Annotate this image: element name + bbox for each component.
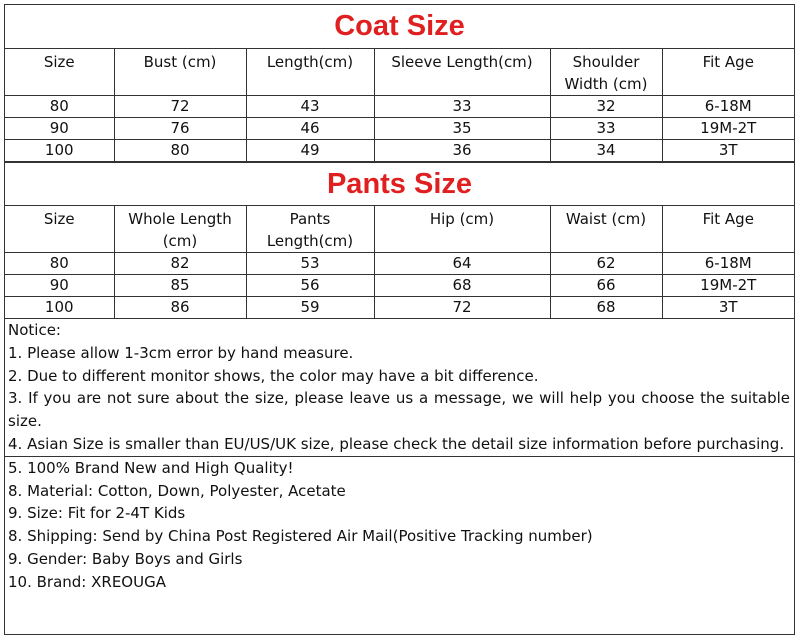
table-cell: 100 — [5, 297, 114, 319]
table-cell: 19M-2T — [662, 118, 794, 140]
product-details-section — [5, 456, 794, 594]
table-cell: 85 — [114, 275, 246, 297]
detail-item: 9. Size: Fit for 2-4T Kids — [8, 504, 186, 523]
table-cell: 19M-2T — [662, 275, 794, 297]
table-cell: 72 — [114, 96, 246, 118]
table-cell: 3T — [662, 297, 794, 319]
column-header: Whole Length (cm) — [114, 206, 246, 253]
table-cell: 76 — [114, 118, 246, 140]
table-cell: 80 — [5, 96, 114, 118]
column-header: Pants Length(cm) — [246, 206, 374, 253]
table-cell: 68 — [550, 297, 662, 319]
table-cell: 3T — [662, 140, 794, 162]
notice-item: 1. Please allow 1-3cm error by hand measure. — [8, 343, 354, 362]
column-header: Size — [5, 49, 114, 96]
table-cell: 80 — [114, 140, 246, 162]
table-row — [5, 140, 794, 162]
table-cell: 49 — [246, 140, 374, 162]
table-cell: 64 — [374, 253, 550, 275]
notice-heading: Notice: — [8, 321, 61, 339]
notice-item: 3. If you are not sure about the size, please leave us a message, we will help you choose the suitable size. — [8, 389, 790, 431]
table-cell: 59 — [246, 297, 374, 319]
table-cell: 86 — [114, 297, 246, 319]
table-cell: 32 — [550, 96, 662, 118]
column-header: Fit Age — [662, 49, 794, 96]
table-cell: 33 — [550, 118, 662, 140]
table-cell: 90 — [5, 118, 114, 140]
table-cell: 68 — [374, 275, 550, 297]
table-cell: 43 — [246, 96, 374, 118]
column-header: Fit Age — [662, 206, 794, 253]
table-row — [5, 253, 794, 275]
detail-item: 8. Shipping: Send by China Post Registered Air Mail(Positive Tracking number) — [8, 527, 593, 546]
table-cell: 6-18M — [662, 96, 794, 118]
table-row — [5, 297, 794, 319]
column-header: Hip (cm) — [374, 206, 550, 253]
notice-item: 2. Due to different monitor shows, the color may have a bit difference. — [8, 366, 539, 385]
table-cell: 36 — [374, 140, 550, 162]
coat-size-title: Coat Size — [5, 5, 794, 49]
table-cell: 6-18M — [662, 253, 794, 275]
table-cell: 33 — [374, 96, 550, 118]
notice-section — [5, 319, 794, 456]
table-cell: 72 — [374, 297, 550, 319]
column-header: Waist (cm) — [550, 206, 662, 253]
pants-size-table — [5, 206, 794, 319]
table-cell: 35 — [374, 118, 550, 140]
table-cell: 56 — [246, 275, 374, 297]
column-header: Size — [5, 206, 114, 253]
table-cell: 46 — [246, 118, 374, 140]
pants-size-title: Pants Size — [5, 162, 794, 206]
table-header-row — [5, 49, 794, 96]
detail-item: 5. 100% Brand New and High Quality! — [8, 458, 294, 477]
notice-item: 4. Asian Size is smaller than EU/US/UK size, please check the detail size information before purchasing. — [8, 434, 785, 453]
table-row — [5, 96, 794, 118]
table-row — [5, 275, 794, 297]
table-cell: 80 — [5, 253, 114, 275]
table-cell: 100 — [5, 140, 114, 162]
table-cell: 53 — [246, 253, 374, 275]
table-cell: 34 — [550, 140, 662, 162]
table-row — [5, 118, 794, 140]
coat-size-table — [5, 49, 794, 162]
column-header: Length(cm) — [246, 49, 374, 96]
table-cell: 62 — [550, 253, 662, 275]
table-header-row — [5, 206, 794, 253]
size-chart — [4, 4, 795, 635]
table-cell: 66 — [550, 275, 662, 297]
column-header: Shoulder Width (cm) — [550, 49, 662, 96]
detail-item: 8. Material: Cotton, Down, Polyester, Acetate — [8, 481, 346, 500]
column-header: Sleeve Length(cm) — [374, 49, 550, 96]
table-cell: 90 — [5, 275, 114, 297]
column-header: Bust (cm) — [114, 49, 246, 96]
table-cell: 82 — [114, 253, 246, 275]
detail-item: 9. Gender: Baby Boys and Girls — [8, 549, 243, 568]
detail-item: 10. Brand: XREOUGA — [8, 572, 166, 591]
